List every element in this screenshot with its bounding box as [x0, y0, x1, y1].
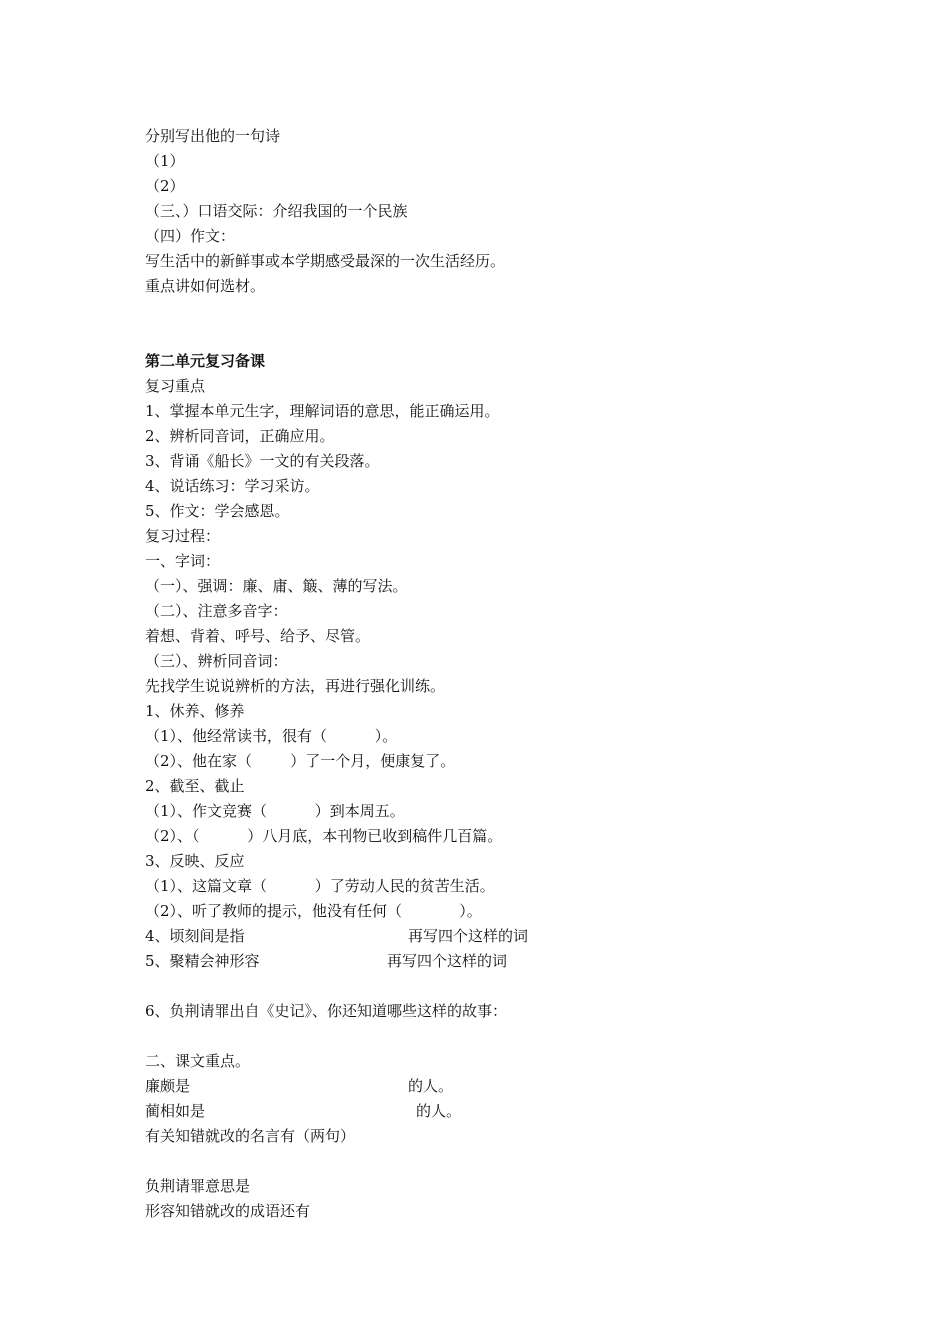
question-line: （2）、（ ）八月底，本刊物已收到稿件几百篇。 [145, 827, 503, 845]
text-line: 分别写出他的一句诗 [145, 127, 281, 145]
section-heading: 二、课文重点。 [145, 1052, 251, 1070]
spacer [145, 1024, 845, 1049]
list-item: 1、掌握本单元生字，理解词语的意思，能正确运用。 [145, 402, 500, 420]
fill-left: 廉颇是 [145, 1077, 191, 1095]
text-line: 先找学生说说辨析的方法，再进行强化训练。 [145, 677, 446, 695]
text-line: 重点讲如何选材。 [145, 277, 266, 295]
text-line: （三）、辨析同音词： [145, 652, 288, 670]
question-left: 4、顷刻间是指 [145, 927, 245, 945]
question-line: 1、休养、修养 [145, 702, 245, 720]
fill-line [145, 1099, 845, 1124]
list-item: 5、作文：学会感恩。 [145, 502, 290, 520]
question-line: （1）、他经常读书，很有（ ）。 [145, 727, 398, 745]
spacer [145, 974, 845, 999]
spacer [145, 299, 845, 349]
fill-right: 的人。 [408, 1077, 454, 1095]
fill-line [145, 1074, 845, 1099]
question-line: （1）、作文竞赛（ ）到本周五。 [145, 802, 405, 820]
question-line: 6、负荆请罪出自《史记》、你还知道哪些这样的故事： [145, 1002, 508, 1020]
fill-right: 的人。 [416, 1102, 462, 1120]
question-line: （2）、他在家（ ）了一个月，便康复了。 [145, 752, 456, 770]
question-line: 2、截至、截止 [145, 777, 245, 795]
text-line: 有关知错就改的名言有（两句） [145, 1127, 356, 1145]
spacer [145, 1149, 845, 1174]
text-line: 着想、背着、呼号、给予、尽管。 [145, 627, 371, 645]
text-line: 写生活中的新鲜事或本学期感受最深的一次生活经历。 [145, 252, 506, 270]
text-line: （一）、强调：廉、庸、簸、薄的写法。 [145, 577, 408, 595]
question-right: 再写四个这样的词 [408, 927, 529, 945]
list-item: 2、辨析同音词，正确应用。 [145, 427, 335, 445]
section-heading: 复习重点 [145, 377, 206, 395]
question-line: （1）、这篇文章（ ）了劳动人民的贫苦生活。 [145, 877, 495, 895]
text-line: （二）、注意多音字： [145, 602, 288, 620]
text-line: （四）作文： [145, 227, 236, 245]
section-heading: 复习过程： [145, 527, 221, 545]
fill-left: 蔺相如是 [145, 1102, 206, 1120]
text-line: （三、）口语交际：介绍我国的一个民族 [145, 202, 408, 220]
question-right: 再写四个这样的词 [387, 952, 508, 970]
text-line: 形容知错就改的成语还有 [145, 1202, 311, 1220]
list-item: 4、说话练习：学习采访。 [145, 477, 320, 495]
question-line [145, 924, 845, 949]
list-item: 3、背诵《船长》一文的有关段落。 [145, 452, 380, 470]
text-line: 负荆请罪意思是 [145, 1177, 251, 1195]
document-page [145, 124, 845, 1224]
text-line: （2） [145, 177, 185, 195]
question-line [145, 949, 845, 974]
question-line: 3、反映、反应 [145, 852, 245, 870]
section-title: 第二单元复习备课 [145, 352, 266, 370]
question-left: 5、聚精会神形容 [145, 952, 260, 970]
text-line: （1） [145, 152, 185, 170]
question-line: （2）、听了教师的提示，他没有任何（ ）。 [145, 902, 482, 920]
section-heading: 一、字词： [145, 552, 221, 570]
